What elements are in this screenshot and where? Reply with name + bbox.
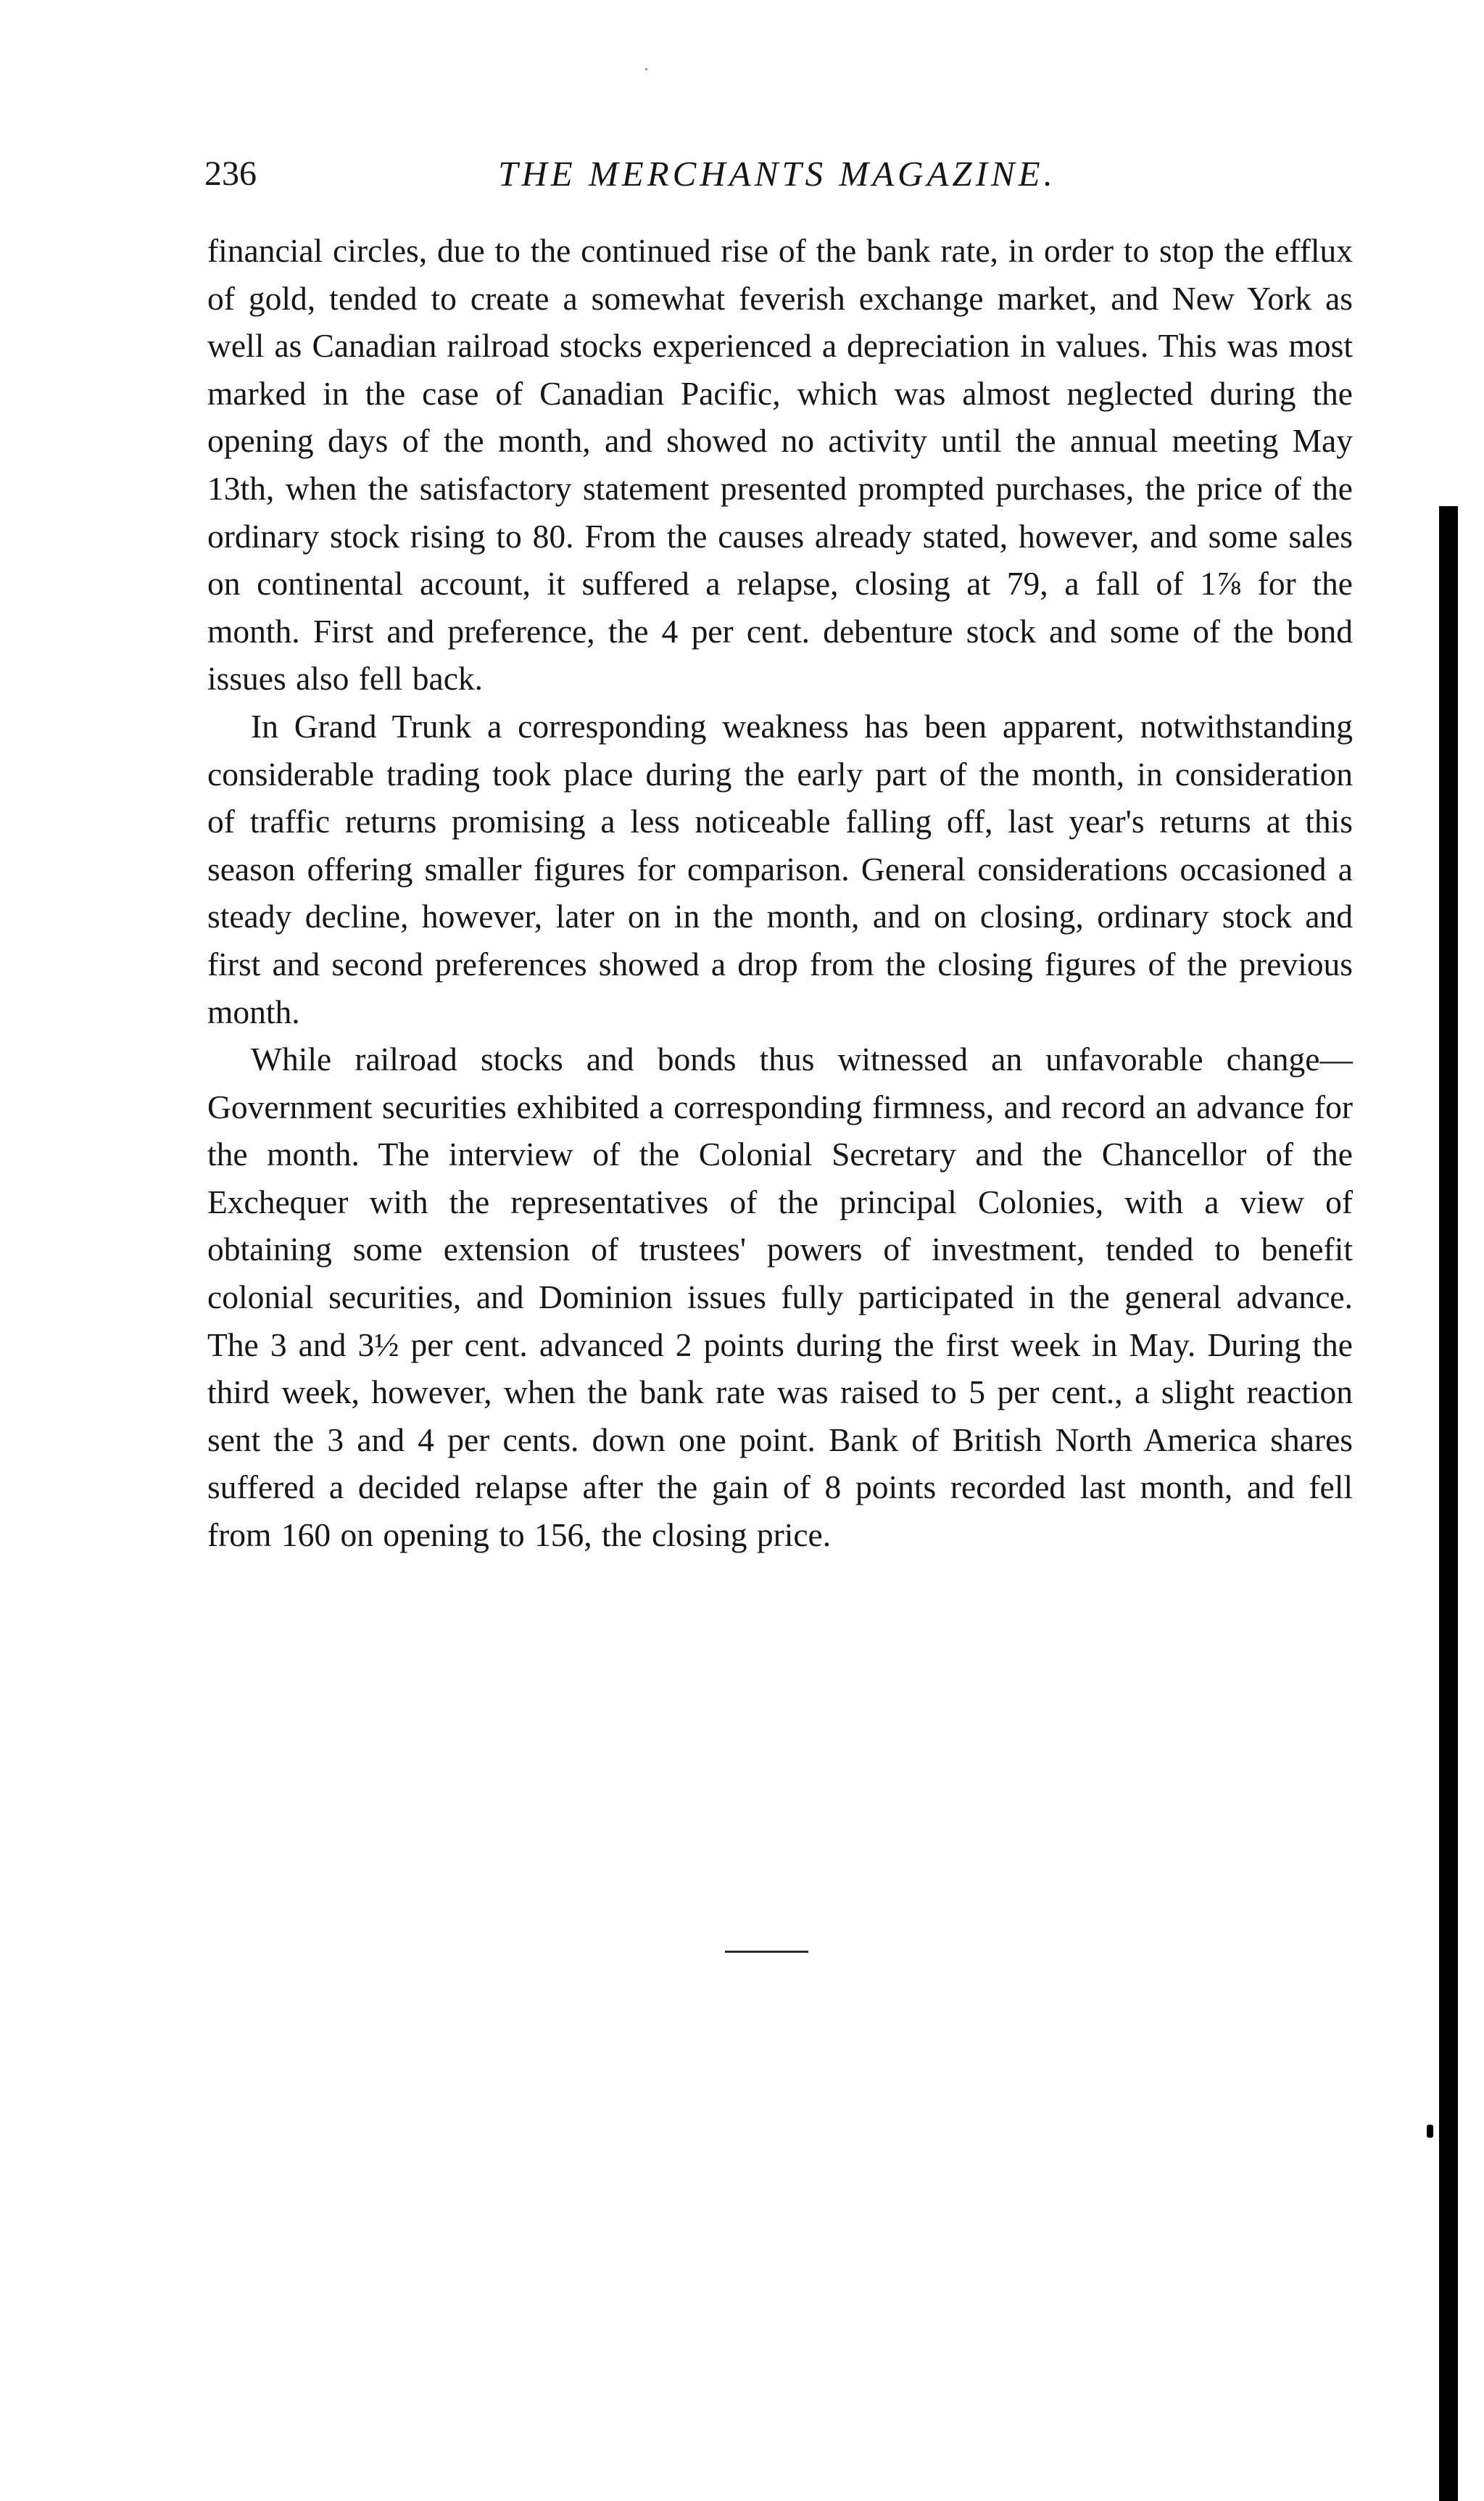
scan-edge-bar <box>1439 506 1458 2501</box>
paragraph-government-securities: While railroad stocks and bonds thus witnessed an unfavorable change—Government securities exhibited a corresponding firmness, and record an advance for the month. The interview of the Colonial Secretary and the Chancellor of the Exchequer with the representatives of the principal Colonies, with a view of obtaining some extension of trustees' powers of investment, tended to benefit colonial securities, and Dominion issues fully participated in the general advance. The 3 and 3½ per cent. advanced 2 points during the first week in May. During the third week, however, when the bank rate was raised to 5 per cent., a slight reaction sent the 3 and 4 per cents. down one point. Bank of British North America shares suffered a decided relapse after the gain of 8 points recorded last month, and fell from 160 on opening to 156, the closing price. <box>207 1041 1353 1554</box>
scan-edge-mark <box>1427 2125 1433 2138</box>
page-header <box>204 152 1350 218</box>
running-title: THE MERCHANTS MAGAZINE. <box>498 154 1056 194</box>
page-number: 236 <box>204 154 257 193</box>
section-end-rule <box>725 1951 808 1953</box>
article-body <box>207 227 1353 1559</box>
paragraph-financial-circles: financial circles, due to the continued rise of the bank rate, in order to stop the efflux of gold, tended to create a somewhat feverish exchange market, and New York as well as Canadian railroad stocks experienced a depreciation in values. This was most marked in the case of Canadian Pacific, which was almost neglected during the opening days of the month, and showed no activity until the annual meeting May 13th, when the satisfactory statement presented prompted purchases, the price of the ordinary stock rising to 80. From the causes already stated, however, and some sales on continental account, it suffered a relapse, closing at 79, a fall of 1⅞ for the month. First and preference, the 4 per cent. debenture stock and some of the bond issues also fell back. <box>207 232 1353 698</box>
paragraph-grand-trunk: In Grand Trunk a corresponding weakness has been apparent, notwithstanding considerable trading took place during the early part of the month, in consideration of traffic returns promising a less noticeable falling off, last year's returns at this season offering smaller figures for comparison. General considerations occasioned a steady decline, however, later on in the month, and on closing, ordinary stock and first and second preferences showed a drop from the closing figures of the previous month. <box>207 707 1353 1030</box>
scan-speck <box>645 68 647 70</box>
